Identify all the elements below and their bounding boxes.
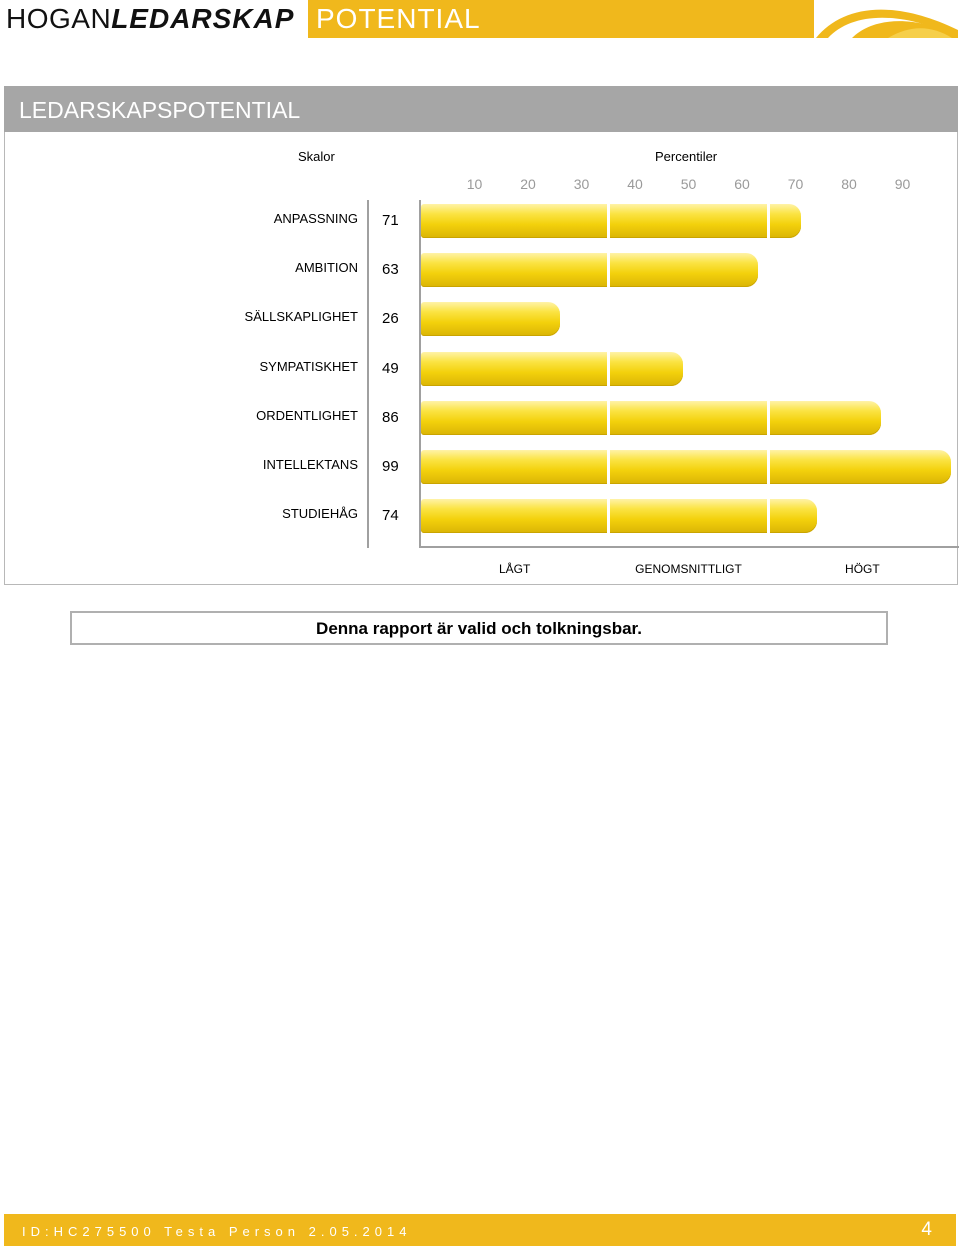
score-bar	[421, 204, 801, 238]
bar-segment-gap	[767, 401, 770, 435]
hogan-logo-icon	[812, 0, 960, 40]
brand-potential: POTENTIAL	[316, 3, 481, 34]
score-bar	[421, 253, 758, 287]
percentiles-column-label: Percentiler	[655, 149, 718, 164]
footer-id: ID:HC275500 Testa Person 2.05.2014	[22, 1224, 412, 1239]
scale-value: 26	[382, 310, 399, 328]
potential-band	[308, 0, 814, 38]
score-bar	[421, 401, 881, 435]
score-bar	[421, 302, 560, 336]
bar-segment-gap	[767, 499, 770, 533]
bar-segment-gap	[607, 450, 610, 484]
x-tick-label: 50	[680, 176, 697, 192]
brand-ledarskap: LEDARSKAP	[111, 3, 295, 34]
score-bar	[421, 450, 951, 484]
validity-text: Denna rapport är valid och tolkningsbar.	[316, 619, 642, 638]
validity-box	[70, 611, 888, 645]
score-bar	[421, 499, 817, 533]
x-tick-label: 90	[894, 176, 911, 192]
band-label: LÅGT	[498, 562, 531, 576]
scale-name: ORDENTLIGHET	[256, 407, 358, 423]
report-footer	[4, 1214, 956, 1246]
scale-name: AMBITION	[295, 260, 358, 276]
scales-divider	[367, 200, 369, 548]
scale-name: STUDIEHÅG	[282, 506, 358, 522]
x-tick-label: 30	[573, 176, 590, 192]
chart-x-axis	[419, 546, 959, 548]
band-label: GENOMSNITTLIGT	[635, 562, 742, 576]
report-header	[0, 0, 960, 40]
x-tick-label: 10	[466, 176, 483, 192]
bar-segment-gap	[607, 253, 610, 287]
scale-value: 49	[382, 359, 399, 377]
scale-name: ANPASSNING	[273, 211, 358, 226]
brand-title	[6, 3, 294, 35]
scale-value: 99	[382, 458, 399, 475]
bar-segment-gap	[607, 401, 610, 435]
section-title-bar	[4, 86, 958, 132]
x-tick-label: 60	[734, 176, 750, 192]
scale-value: 63	[382, 261, 399, 279]
page-number: 4	[921, 1219, 932, 1240]
scale-name: SÄLLSKAPLIGHET	[244, 309, 358, 325]
x-tick-label: 80	[841, 176, 857, 192]
scale-value: 74	[382, 507, 399, 525]
bar-segment-gap	[767, 450, 770, 484]
bar-segment-gap	[607, 204, 610, 238]
bar-segment-gap	[607, 352, 610, 386]
scales-column-label: Skalor	[298, 149, 335, 164]
scale-value: 71	[382, 212, 399, 229]
band-label: HÖGT	[845, 562, 880, 576]
bar-segment-gap	[607, 499, 610, 533]
scale-name: INTELLEKTANS	[262, 457, 358, 472]
bar-segment-gap	[767, 204, 770, 238]
score-bar	[421, 352, 683, 386]
section-title: LEDARSKAPSPOTENTIAL	[19, 97, 301, 123]
scale-name: SYMPATISKHET	[259, 358, 358, 374]
x-tick-label: 70	[787, 176, 804, 192]
scale-value: 86	[382, 408, 399, 426]
x-tick-label: 40	[627, 176, 643, 192]
brand-hogan: HOGAN	[6, 3, 112, 34]
x-tick-label: 20	[520, 176, 536, 192]
